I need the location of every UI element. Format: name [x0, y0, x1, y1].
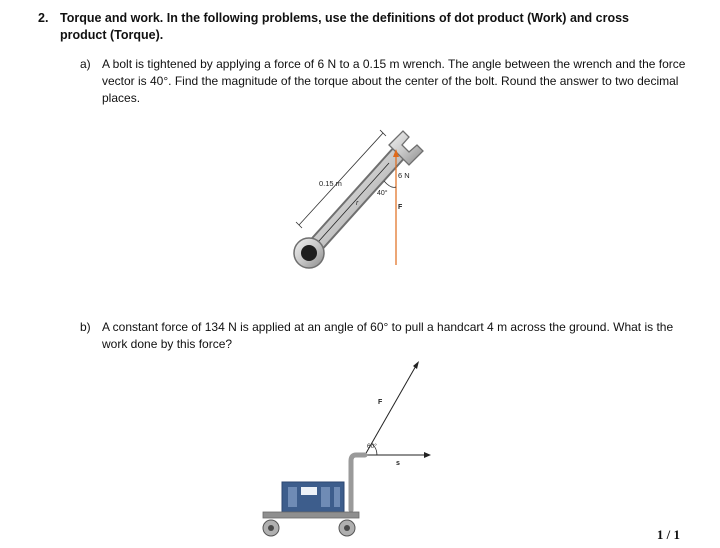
question-title: Torque and work. In the following problems, use the definitions of dot product (Work) and cross product (Torque).: [60, 11, 629, 42]
part-b-label: b): [80, 320, 91, 334]
r-label: r: [356, 200, 359, 207]
handcart-icon: [263, 455, 365, 536]
length-label: 0.15 m: [319, 179, 342, 188]
s-label: s: [396, 460, 400, 467]
angle-label: 40°: [377, 190, 388, 197]
wrench-icon: [294, 131, 423, 268]
force-value-label: 6 N: [398, 171, 410, 180]
force-arrow-line: [365, 364, 417, 455]
force-label: F: [378, 399, 383, 406]
part-a-label: a): [80, 57, 91, 71]
angle-arc: [384, 181, 396, 187]
handcart-figure: [255, 360, 445, 545]
f-label: F: [398, 204, 403, 211]
question-number: 2.: [38, 11, 49, 25]
r-vector-line: [319, 163, 389, 241]
angle-label-60: 60°: [367, 443, 377, 450]
page-indicator: 1 / 1: [656, 527, 680, 542]
wrench-figure: [285, 115, 445, 275]
part-b-text: A constant force of 134 N is applied at an angle of 60° to pull a handcart 4 m across the ground. What is the work done by this force?: [102, 320, 674, 351]
part-a-text: A bolt is tightened by applying a force of 6 N to a 0.15 m wrench. The angle between the wrench and the force vector is 40°. Find the magnitude of the torque about the center of the bolt. Round the answer to two decimal places.: [102, 57, 686, 105]
